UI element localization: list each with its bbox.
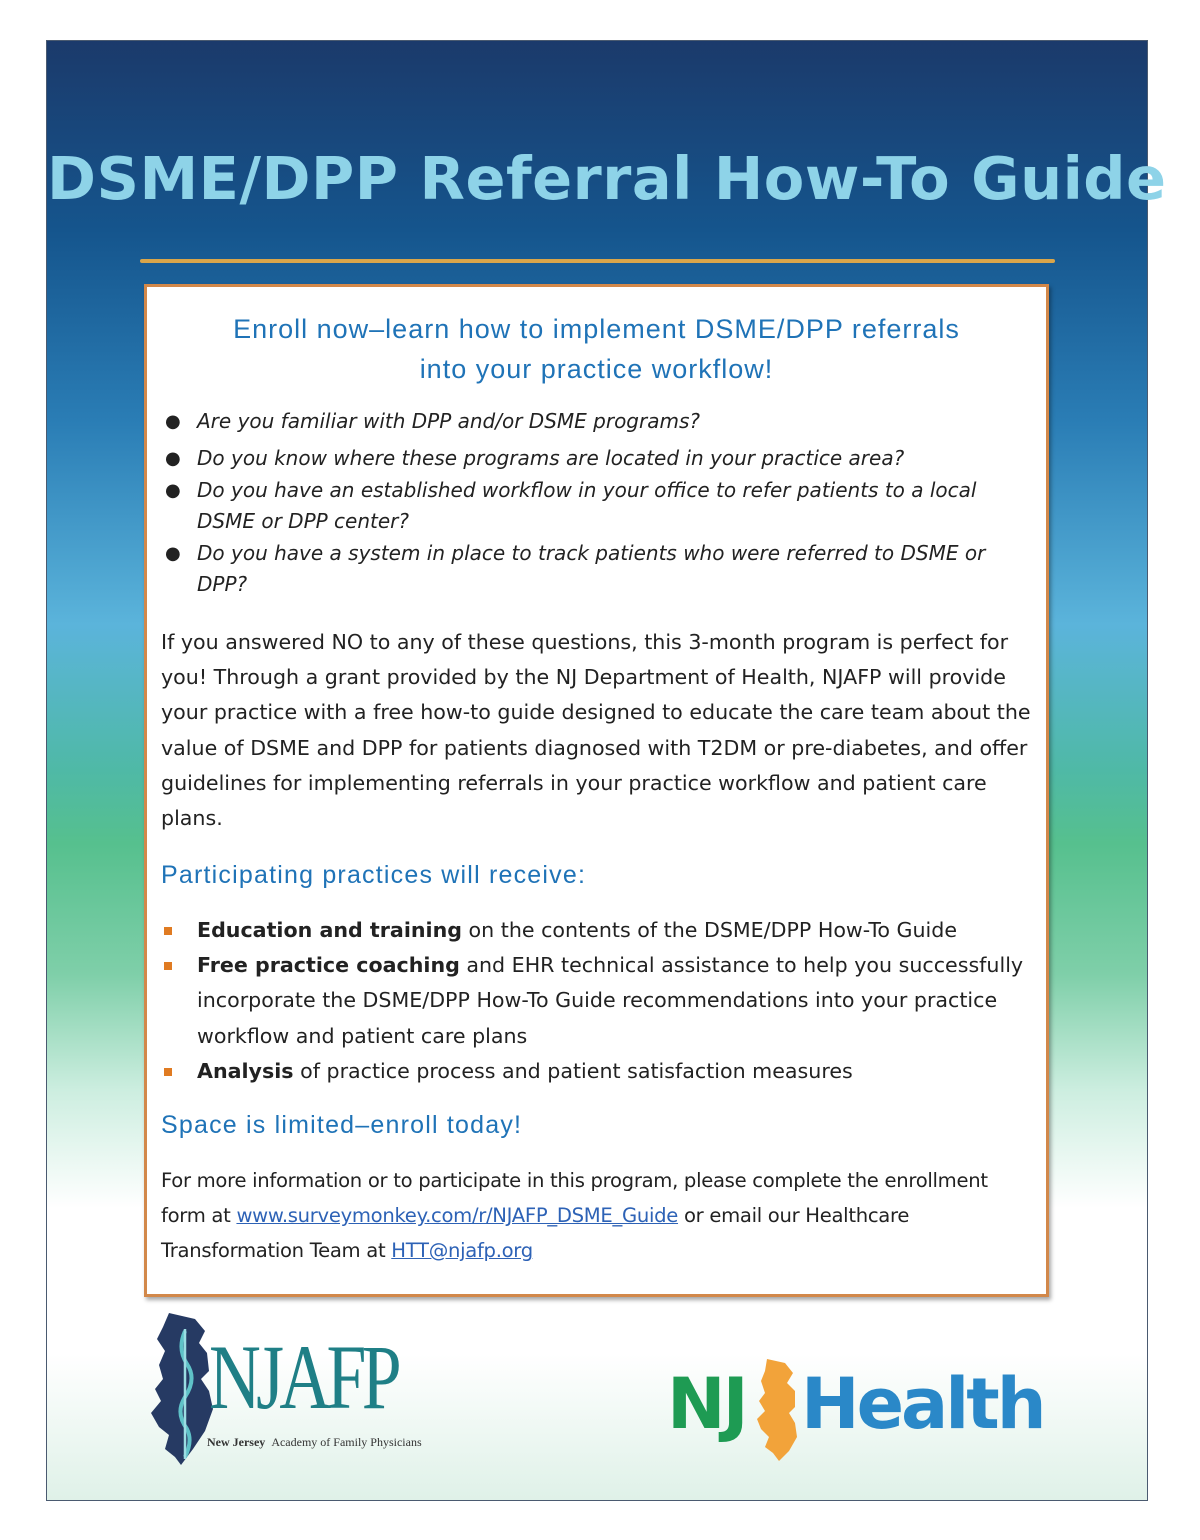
- question-item: [161, 406, 1021, 437]
- flyer-page: [46, 40, 1167, 1501]
- nj-health-nj: NJ: [667, 1363, 746, 1445]
- square-bullet-icon: [164, 927, 172, 935]
- question-text: Do you know where these programs are located in your practice area?: [197, 446, 905, 470]
- intro-paragraph: If you answered NO to any of these questions, this 3-month program is perfect for you! Through a grant provided by the NJ Department of Health, NJAFP will provide your practice with a free how-to guide designed to educate the care team about the value of DSME and DPP for patients diagnosed with T2DM or pre-diabetes, and offer guidelines for implementing referrals in your practice workflow and patient care plans.: [161, 630, 1031, 831]
- question-item: [161, 538, 1021, 600]
- benefit-item: [161, 948, 1031, 1054]
- nj-state-orange-icon: [753, 1355, 803, 1465]
- benefit-list: [161, 913, 1031, 1089]
- enroll-heading: [147, 309, 1046, 389]
- bullet-icon: ●: [165, 543, 181, 564]
- contact-text-2: or email our Healthcare Transformation Team at: [161, 1204, 910, 1263]
- njafp-wordmark: NJAFP: [209, 1326, 397, 1428]
- enroll-heading-line2: into your practice workflow!: [419, 354, 774, 384]
- benefit-text: on the contents of the DSME/DPP How-To Guide: [462, 918, 958, 942]
- bullet-icon: ●: [165, 448, 181, 469]
- contact-paragraph: [161, 1163, 1031, 1269]
- benefit-item: [161, 913, 1031, 948]
- enroll-heading-line1: Enroll now–learn how to implement DSME/DPP referrals: [233, 314, 960, 344]
- info-card: [144, 284, 1049, 1297]
- contact-text: For more information or to participate in this program, please complete the enrollment form at: [161, 1169, 988, 1228]
- question-text: Do you have a system in place to track patients who were referred to DSME or: [197, 541, 986, 565]
- page-title: DSME/DPP Referral How-To Guide: [47, 144, 1167, 213]
- njafp-subtitle: [207, 1435, 422, 1450]
- benefit-bold: Education and training: [197, 918, 463, 942]
- question-text: Are you familiar with DPP and/or DSME programs?: [197, 409, 700, 433]
- limited-heading: Space is limited–enroll today!: [161, 1111, 523, 1139]
- question-item: [161, 443, 1021, 474]
- benefit-bold: Analysis: [197, 1058, 294, 1083]
- question-text-cont: DSME or DPP center?: [197, 509, 410, 533]
- benefit-text: and EHR technical assistance to help you successfully incorporate the DSME/DPP How-To Guide recommendations into your practice workflow and patient care plans: [197, 953, 1024, 1048]
- bullet-icon: ●: [165, 480, 181, 501]
- email-link[interactable]: HTT@njafp.org: [391, 1239, 533, 1263]
- njafp-logo: [147, 1309, 447, 1469]
- njafp-subtitle-bold: New Jersey: [207, 1435, 266, 1449]
- benefit-bold: Free practice coaching: [197, 953, 460, 978]
- title-divider: [140, 259, 1055, 263]
- question-text-cont: DPP?: [197, 572, 248, 596]
- benefit-text: of practice process and patient satisfaction measures: [293, 1058, 853, 1083]
- square-bullet-icon: [164, 1068, 172, 1076]
- receive-heading: Participating practices will receive:: [161, 861, 587, 889]
- njafp-subtitle-text: Academy of Family Physicians: [271, 1435, 422, 1449]
- nj-health-health: Health: [801, 1363, 1044, 1445]
- survey-link[interactable]: www.surveymonkey.com/r/NJAFP_DSME_Guide: [236, 1204, 679, 1228]
- bullet-icon: ●: [165, 411, 181, 432]
- question-item: [161, 475, 1021, 537]
- square-bullet-icon: [164, 962, 172, 970]
- benefit-item: [161, 1054, 1031, 1089]
- question-text: Do you have an established workflow in your office to refer patients to a local: [197, 478, 977, 502]
- nj-health-logo: [667, 1359, 1047, 1459]
